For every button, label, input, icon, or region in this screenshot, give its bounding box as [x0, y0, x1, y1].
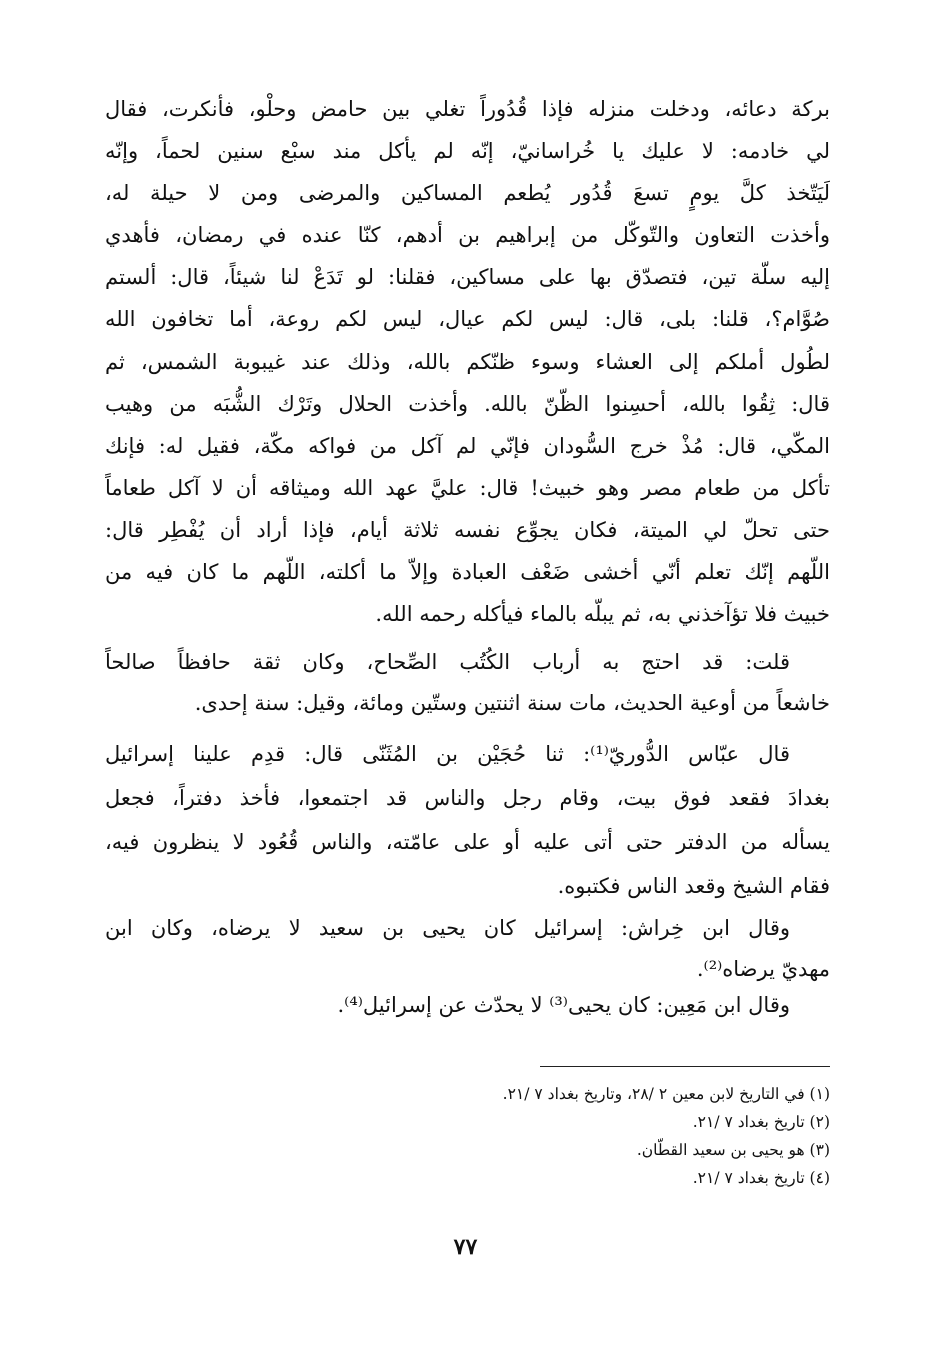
text-line: بركة دعائه، ودخلت منزله فإذا قُدُوراً تغلي بين حامض وحلْو، فأنكرت، فقال [105, 97, 830, 121]
text-line: مهديّ يرضاه⁽²⁾. [696, 957, 830, 981]
text-line: لطُول أملكم إلى العشاء وسوء ظنّكم بالله، وذلك عند غيبوبة الشمس، ثم [105, 349, 830, 374]
footnote-3: (٣) هو يحيى بن سعيد القطّان. [636, 1141, 830, 1159]
text-line: المكّي، قال: مُذْ خرج السُّودان فإنّي لم آكل من فواكه مكّة، فقيل له: فإنك [105, 433, 830, 458]
text-line: صُوَّام؟، قلنا: بلى، قال: ليس لكم عيال، ليس لكم روعة، أما تخافون الله [105, 307, 830, 332]
paragraph-author-note [105, 642, 830, 724]
footnote-2: (٢) تاريخ بغداد ٧ /٢١. [692, 1113, 830, 1131]
text-line: قال عبّاس الدُّوريّ⁽¹⁾: ثنا حُجَيْن بن المُثَنّى قال: قدِم علينا إسرائيل [105, 742, 790, 766]
text-line: بغدادَ فقعد فوق بيت، وقام رجل والناس قد اجتمعوا، فأخذ دفتراً، فجعل [105, 786, 830, 810]
text-line: اللّهم إنّك تعلم أنّي أخشى ضَعْف العبادة وإلاّ ما أكلته، اللّهم ما كان فيه من [105, 560, 830, 585]
footnotes [360, 1080, 830, 1192]
footnote-separator [540, 1066, 830, 1067]
text-line: وأخذت التعاون والتّوكّل من إبراهيم بن أدهم، كنّا عنده في رمضان، فأهدي [105, 223, 830, 248]
paragraph-ibn-khirash [105, 908, 830, 990]
paragraph-abbas-al-duri [105, 732, 830, 908]
text-line: يسأله من الدفتر حتى أتى عليه أو على عامّته، والناس قُعُود لا ينظرون فيه، [105, 830, 830, 854]
text-line: وقال ابن مَعِين: كان يحيى⁽³⁾ لا يحدّث عن إسرائيل⁽⁴⁾. [337, 993, 790, 1017]
text-line: خبيث فلا تؤآخذني به، ثم يبلّه بالماء فيأكله رحمه الله. [375, 602, 830, 627]
paragraph-ibn-maein [105, 985, 830, 1026]
text-line: وقال ابن خِراش: إسرائيل كان يحيى بن سعيد لا يرضاه، وكان ابن [105, 916, 790, 940]
page-number: ٧٧ [453, 1234, 478, 1260]
text-line: حتى تحلّ لي الميتة، فكان يجوِّع نفسه ثلاثة أيام، فإذا أراد أن يُفْطِر قال: [105, 517, 830, 542]
footnote-1: (١) في التاريخ لابن معين ٢ /٢٨، وتاريخ بغداد ٧ /٢١. [502, 1085, 830, 1103]
text-line: فقام الشيخ وقعد الناس فكتبوه. [557, 874, 830, 898]
text-line: لَيَتّخذ كلَّ يومٍ تسعَ قُدُور يُطعم المساكين والمرضى ومن لا حيلة له، [105, 181, 830, 206]
text-line: لي خادمه: لا عليك يا خُراسانيّ، إنّه لم يأكل مند سبْع سنين لحماً، وإنّه [105, 139, 830, 164]
text-line: إليه سلّة تين، فتصدّق بها على مساكين، فقلنا: لو تَدَعْ لنا شيئاً، قال: ألستم [105, 265, 830, 290]
text-line: خاشعاً من أوعية الحديث، مات سنة اثنتين وستّين ومائة، وقيل: سنة إحدى. [194, 691, 830, 715]
text-line: تأكل من طعام مصر وهو خبيث! قال: عليَّ عهد الله وميثاقه أن لا آكل طعاماً [105, 475, 830, 500]
text-line: قلت: قد احتج به أرباب الكُتُب الصِّحاح، وكان ثقة حافظاً صالحاً [105, 650, 790, 674]
text-line: قال: ثِقُوا بالله، أحسِنوا الظّنّ بالله. وأخذت الحلال وتَرْك الشُّبَه من وهيب [105, 391, 830, 416]
paragraph-ibrahim-ibn-adham [105, 88, 830, 635]
footnote-4: (٤) تاريخ بغداد ٧ /٢١. [692, 1169, 830, 1187]
